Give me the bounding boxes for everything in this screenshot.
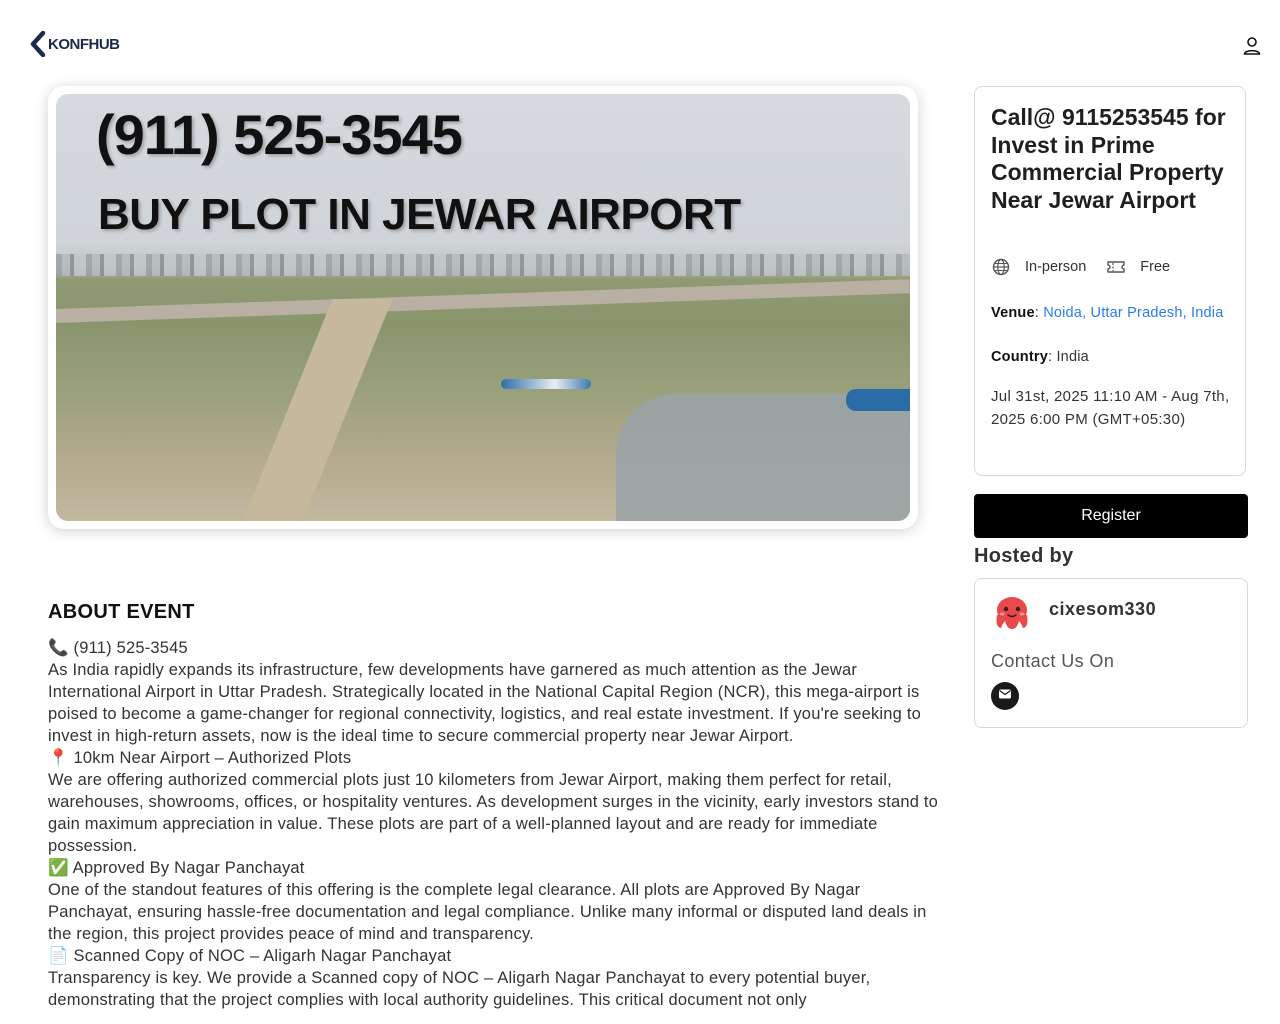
- about-paragraph: 📄 Scanned Copy of NOC – Aligarh Nagar Panchayat: [48, 947, 452, 965]
- host-avatar[interactable]: [991, 593, 1033, 635]
- event-venue: Venue: Noida, Uttar Pradesh, India: [991, 305, 1224, 321]
- host-name[interactable]: cixesom330: [1049, 599, 1157, 619]
- chevron-left-icon: [30, 31, 46, 57]
- register-button[interactable]: Register: [974, 494, 1248, 538]
- event-banner: [48, 86, 918, 529]
- contact-us-label: Contact Us On: [991, 651, 1115, 671]
- country-label: Country: [991, 349, 1048, 365]
- banner-airplane: [501, 379, 591, 389]
- user-icon: [1240, 45, 1264, 62]
- banner-image: [56, 94, 910, 521]
- about-paragraph: 📞 (911) 525-3545: [48, 639, 188, 657]
- event-dates: Jul 31st, 2025 11:10 AM - Aug 7th, 2025 6:00 PM (GMT+05:30): [991, 388, 1230, 428]
- about-paragraph: We are offering authorized commercial plots just 10 kilometers from Jewar Airport, making them perfect for retail, warehouses, showrooms, offices, or hospitality ventures. As development surges in the vicinity, early investors stand to gain maximum appreciation in value. These plots are part of a well-planned layout and are ready for immediate possession.: [48, 771, 939, 855]
- hosted-by-heading: Hosted by: [974, 545, 1074, 567]
- about-paragraph: 📍 10km Near Airport – Authorized Plots: [48, 749, 352, 767]
- about-event-heading: ABOUT EVENT: [48, 601, 195, 623]
- about-paragraph: ✅ Approved By Nagar Panchayat: [48, 859, 305, 877]
- venue-label: Venue: [991, 305, 1035, 321]
- event-meta: [991, 257, 1170, 277]
- country-value: India: [1056, 349, 1089, 365]
- about-paragraph: Transparency is key. We provide a Scanned copy of NOC – Aligarh Nagar Panchayat to every potential buyer, demonstrating that the project complies with local authority guidelines. This critical document not only: [48, 969, 871, 1009]
- about-paragraph: One of the standout features of this offering is the complete legal clearance. All plots are Approved By Nagar Panchayat, ensuring hassle-free documentation and legal compliance. Unlike many informal or disputed land deals in the region, this project provides peace of mind and transparency.: [48, 881, 927, 943]
- mail-icon: [998, 687, 1012, 705]
- event-mode: In-person: [1025, 259, 1087, 275]
- banner-city-skyline: [56, 254, 910, 276]
- user-account-button[interactable]: [1240, 34, 1264, 58]
- konfhub-logo[interactable]: [30, 30, 120, 58]
- banner-terminal: [616, 394, 910, 521]
- ticket-icon: [1106, 257, 1126, 277]
- event-country: Country: India: [991, 349, 1089, 365]
- about-event-description: [48, 637, 948, 1011]
- banner-phone-headline: (911) 525-3545: [96, 103, 462, 166]
- event-price: Free: [1140, 259, 1171, 275]
- about-paragraph: As India rapidly expands its infrastructure, few developments have garnered as much attention as the Jewar International Airport in Uttar Pradesh. Strategically located in the National Capital Region (NCR), this mega-airport is poised to become a game-changer for regional connectivity, logistics, and real estate investment. If you're seeking to invest in high-return assets, now is the ideal time to secure commercial property near Jewar Airport.: [48, 661, 921, 745]
- banner-airplane-tail: [846, 389, 910, 411]
- banner-runway: [56, 279, 910, 323]
- logo-text: KONFHUB: [48, 35, 120, 53]
- venue-link[interactable]: Noida, Uttar Pradesh, India: [1043, 305, 1224, 321]
- globe-icon: [991, 257, 1011, 277]
- host-card: [974, 578, 1248, 728]
- banner-headline: BUY PLOT IN JEWAR AIRPORT: [98, 190, 741, 239]
- event-info-card: [974, 86, 1246, 476]
- email-contact-button[interactable]: [991, 682, 1019, 710]
- banner-taxiway: [240, 299, 393, 521]
- event-title: Call@ 9115253545 for Invest in Prime Commercial Property Near Jewar Airport: [991, 104, 1226, 213]
